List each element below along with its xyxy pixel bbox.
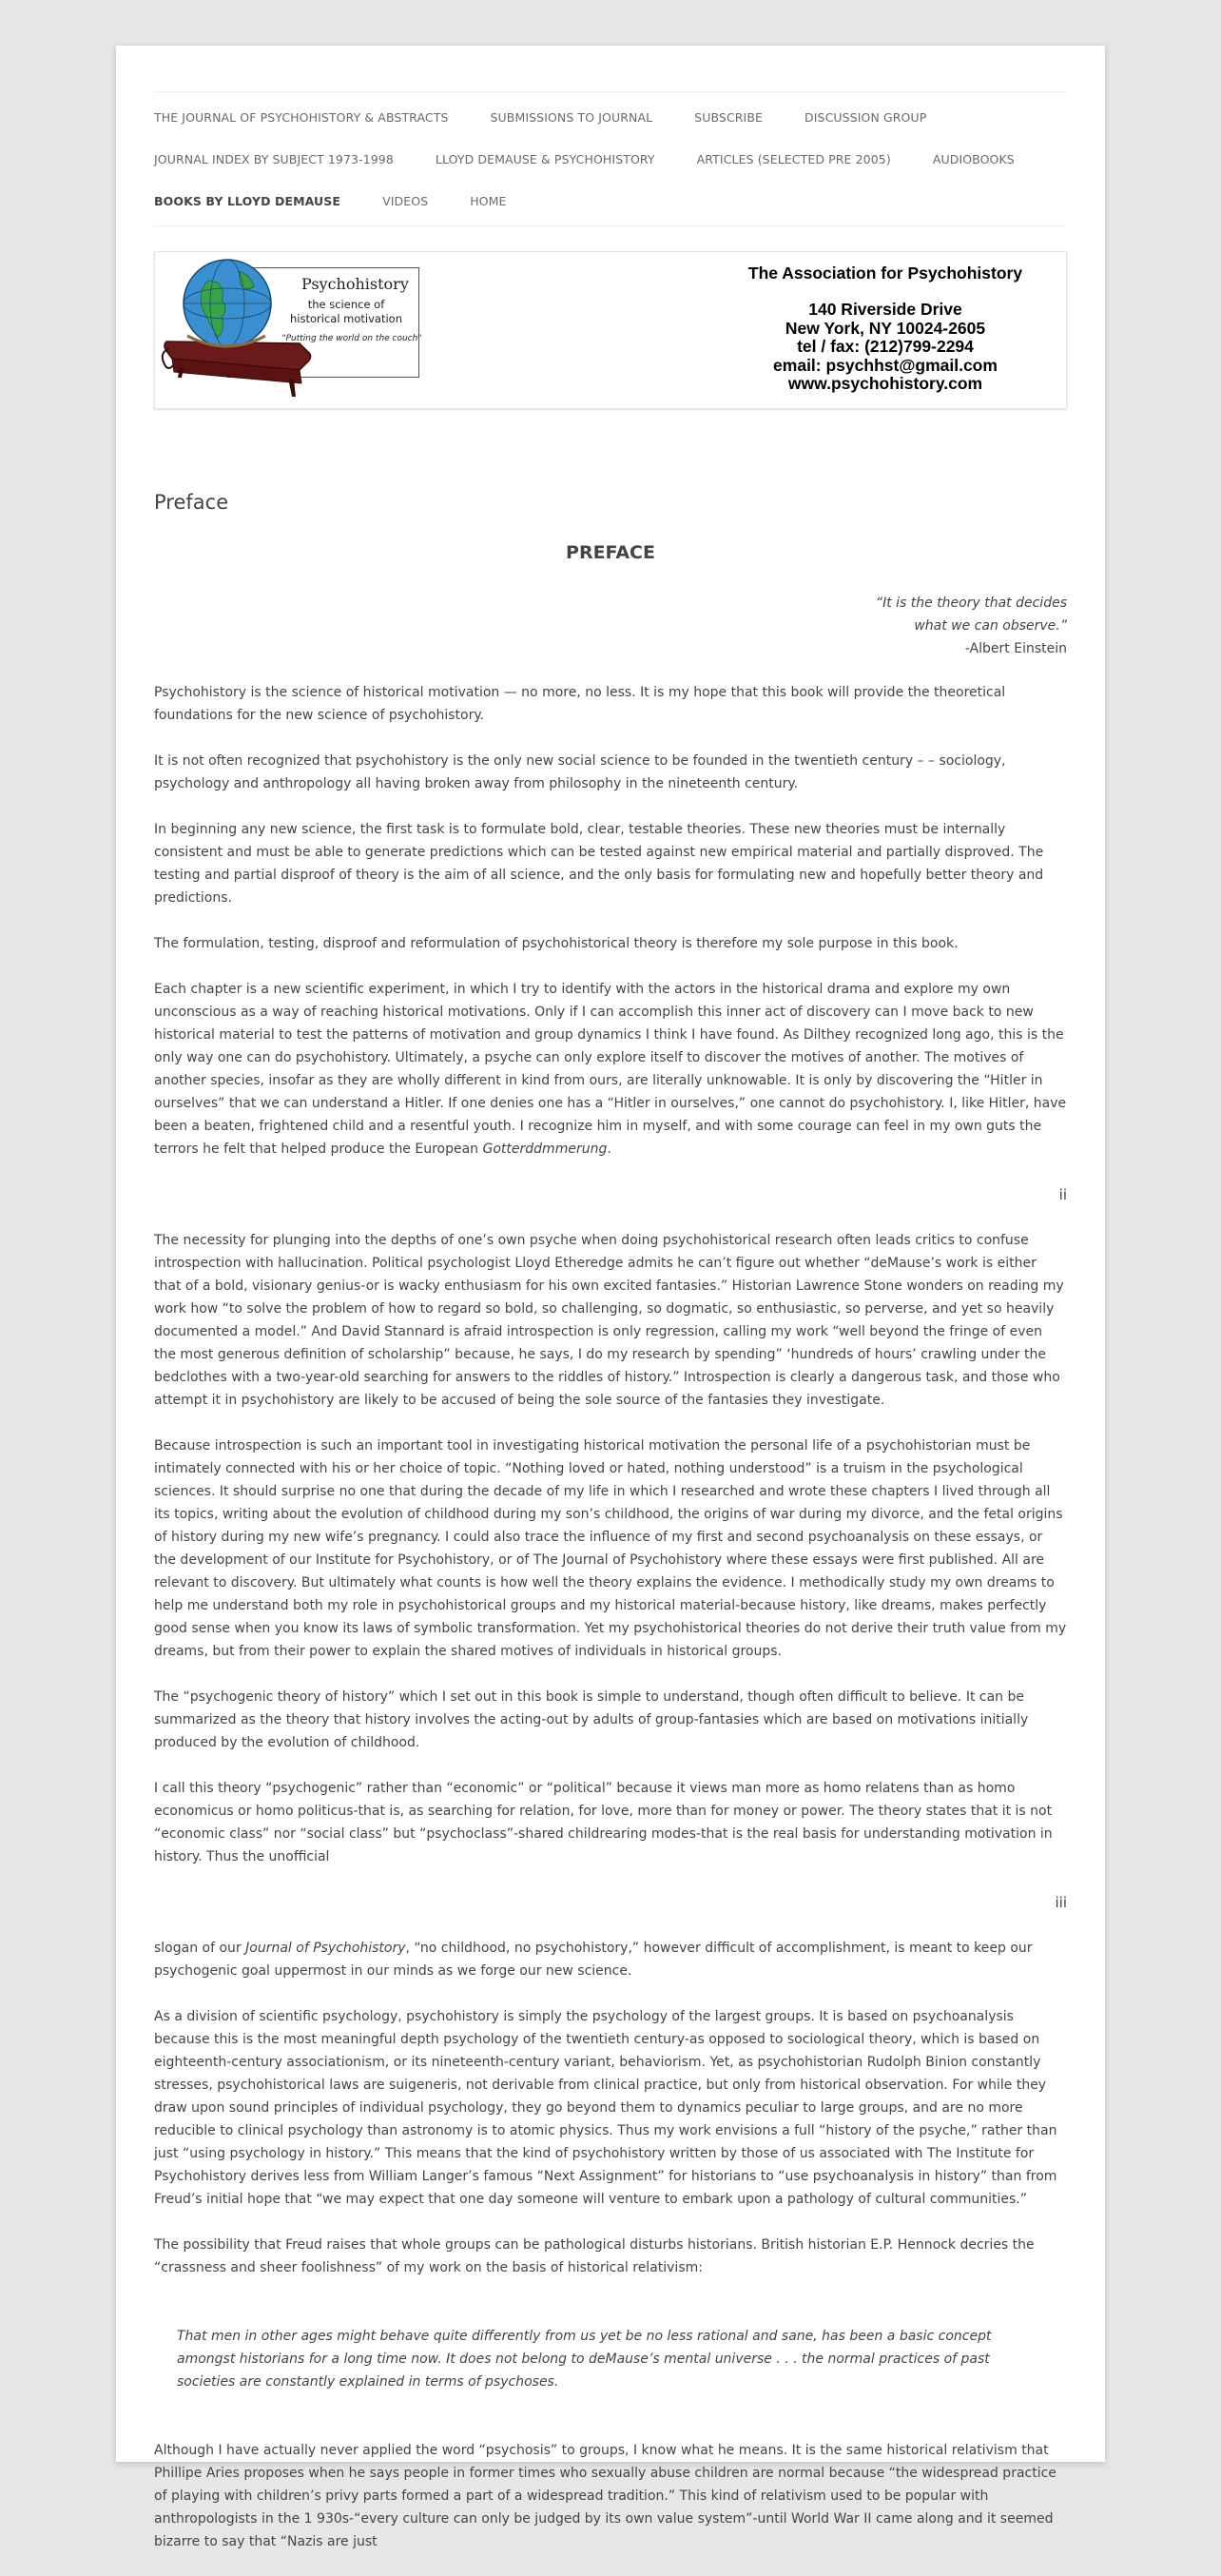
paragraph: I call this theory “psychogenic” rather than “economic” or “political” because it views man more as homo relatens than as homo economicus or homo politicus-that is, as searching for relation, for love, more than for money or power. The theory states that it is not “economic class” nor “social class” but “psychoclass”-shared childrearing modes-that is the real basis for understanding motivation in history. Thus the unofficial bbox=[154, 1781, 1053, 1864]
page-card bbox=[116, 46, 1105, 2549]
paragraph-text: slogan of our bbox=[154, 1941, 242, 1956]
nav-row-2 bbox=[154, 138, 1067, 180]
paragraph: As a division of scientific psychology, psychohistory is simply the psychology of the largest groups. It is based on psychoanalysis because this is the most meaningful depth psychology of the twentieth century-as opposed to sociological theory, which is based on eighteenth-century associationism, or its nineteenth-century variant, behaviorism. Yet, as psychohistorian Rudolph Binion constantly stresses, psychohistorical laws are suigeneris, not derivable from clinical practice, but only from historical observation. For while they draw upon sound principles of individual psychology, they go beyond them to dynamics peculiar to large groups, and are no more reducible to clinical psychology than astronomy is to atomic physics. Thus my work envisions a full “history of the psyche,” rather than just “using psychology in history.” This means that the kind of psychohistory written by those of us associated with The Institute for Psychohistory derives less from William Langer’s famous “Next Assignment” for historians to “use psychoanalysis in history” than from Freud’s initial hope that “we may expect that one day someone will venture to embark upon a pathology of cultural communities.” bbox=[154, 2009, 1057, 2207]
nav-home[interactable]: HOME bbox=[470, 193, 507, 208]
association-title: The Association for Psychohistory bbox=[747, 263, 1023, 283]
paragraph-italic: Journal of Psychohistory bbox=[245, 1941, 406, 1956]
page-number: ii bbox=[1058, 1186, 1067, 1203]
nav-journal-index[interactable]: JOURNAL INDEX BY SUBJECT 1973-1998 bbox=[154, 151, 394, 166]
entry-title: Preface bbox=[154, 491, 229, 514]
nav-subscribe[interactable]: SUBSCRIBE bbox=[694, 109, 764, 125]
paragraph: In beginning any new science, the first task is to formulate bold, clear, testable theories. These new theories must be internally consistent and must be able to generate predictions which can be tested against new empirical material and partially disproved. The testing and partial disproof of theory is the aim of all science, and the only basis for formulating new and hopefully better theory and predictions. bbox=[154, 822, 1044, 906]
preface-heading: PREFACE bbox=[566, 542, 655, 563]
block-quote-text: That men in other ages might behave quite differently from us yet be no less rational and sane, has been a basic concept amongst historians for a long time now. It does not belong to deMause’s mental universe . . . the normal practices of past societies are constantly explained in terms of psychoses. bbox=[177, 2329, 992, 2390]
logo-title: Psychohistory bbox=[301, 275, 409, 293]
nav-audiobooks[interactable]: AUDIOBOOKS bbox=[932, 151, 1015, 166]
nav-videos[interactable]: VIDEOS bbox=[382, 193, 429, 208]
paragraph bbox=[154, 978, 1067, 1161]
paragraph: Psychohistory is the science of historical motivation — no more, no less. It is my hope that this book will provide the theoretical foundations for the new science of psychohistory. bbox=[154, 685, 1006, 723]
main-navigation bbox=[154, 91, 1067, 226]
header-banner[interactable] bbox=[154, 251, 1067, 409]
nav-journal-abstracts[interactable]: THE JOURNAL OF PSYCHOHISTORY & ABSTRACTS bbox=[154, 109, 449, 125]
email-line: email: psychhst@gmail.com bbox=[773, 355, 998, 375]
epigraph bbox=[876, 592, 1067, 660]
paragraph: The necessity for plunging into the depths of one’s own psyche when doing psychohistorical research often leads critics to confuse introspection with hallucination. Political psychologist Lloyd Etheredge admits he can’t figure out whether “deMause’s work is either that of a bold, visionary genius-or is wacky enthusiasm for his own excited fantasies.” Historian Lawrence Stone wonders on reading my work how “to solve the problem of how to regard so bold, so challenging, so dogmatic, so enthusiastic, so perverse, and yet so heavily documented a model.” And David Stannard is afraid introspection is only regression, calling my work “well beyond the fringe of even the most generous definition of scholarship” because, he says, I do my research by spending” ‘hundreds of hours’ crawling under the bedclothes with a two-year-old searching for answers to the riddles of history.” Introspection is clearly a dangerous task, and those who attempt it in psychohistory are likely to be accused of being the sole source of the fantasies they investigate. bbox=[154, 1233, 1064, 1408]
paragraph: Because introspection is such an important tool in investigating historical motivation the personal life of a psychohistorian must be intimately connected with his or her choice of topic. “Nothing loved or hated, nothing understood” is a truism in the psychological sciences. It should surprise no one that during the decade of my life in which I researched and wrote these chapters I lived through all its topics, writing about the evolution of childhood during my son’s childhood, the origins of war during my divorce, and the fetal origins of history during my new wife’s pregnancy. I could also trace the influence of my first and second psychoanalysis on these essays, or the development of our Institute for Psychohistory, or of The Journal of Psychohistory where these essays were first published. All are relevant to discovery. But ultimately what counts is how well the theory explains the evidence. I methodically study my own dreams to help me understand both my role in psychohistorical groups and my historical material-because history, like dreams, makes perfectly good sense when you know its laws of symbolic transformation. Yet my psychohistorical theories do not derive their truth value from my dreams, but from their power to explain the shared motives of individuals in historical groups. bbox=[154, 1438, 1067, 1659]
paragraph-italic: Gotterddmmerung bbox=[482, 1142, 608, 1157]
paragraph: The formulation, testing, disproof and reformulation of psychohistorical theory is therefore my sole purpose in this book. bbox=[154, 936, 959, 951]
epigraph-author: -Albert Einstein bbox=[964, 641, 1067, 656]
address-line-1: 140 Riverside Drive bbox=[808, 300, 962, 319]
paragraph: The possibility that Freud raises that whole groups can be pathological disturbs historians. British historian E.P. Hennock decries the “crassness and sheer foolishness” of my work on the basis of historical relativism: bbox=[154, 2237, 1035, 2275]
nav-row-1 bbox=[154, 96, 1067, 138]
paragraph: It is not often recognized that psychohistory is the only new social science to be founded in the twentieth century – – sociology, psychology and anthropology all having broken away from philosophy in the nineteenth century. bbox=[154, 753, 1006, 791]
logo-subtitle bbox=[284, 298, 408, 326]
paragraph bbox=[154, 1937, 1067, 1982]
epigraph-line-2: what we can observe.” bbox=[914, 618, 1067, 634]
paragraph: Although I have actually never applied the word “psychosis” to groups, I know what he means. It is the same historical relativism that Phillipe Aries proposes when he says people in former times who sexually abuse children are normal because “the widespread practice of playing with children’s privy parts formed a part of a widespread tradition.” This kind of relativism used to be popular with anthropologists in the 1 930s-“every culture can only be judged by its own value system”-until World War II came along and it seemed bizarre to say that “Nazis are just bbox=[154, 2443, 1056, 2549]
psychohistory-logo[interactable] bbox=[159, 254, 423, 408]
logo-slogan: "Putting the world on the couch" bbox=[281, 334, 422, 343]
phone-line: tel / fax: (212)799-2294 bbox=[797, 337, 974, 356]
association-contact bbox=[724, 263, 1047, 394]
article-body bbox=[154, 681, 1067, 2576]
paragraph-end: , “no childhood, no psychohistory,” however difficult of accomplishment, is meant to keep our psychogenic goal uppermost in our minds as we forge our new science. bbox=[154, 1941, 1033, 1979]
website-line: www.psychohistory.com bbox=[787, 374, 983, 393]
page-number: iii bbox=[1055, 1894, 1067, 1911]
epigraph-line-1: “It is the theory that decides bbox=[875, 595, 1067, 611]
nav-row-3 bbox=[154, 180, 1067, 222]
address-line-2: New York, NY 10024-2605 bbox=[785, 318, 986, 338]
page-inner bbox=[154, 91, 1067, 2549]
nav-submissions[interactable]: SUBMISSIONS TO JOURNAL bbox=[490, 109, 653, 125]
nav-articles[interactable]: ARTICLES (SELECTED PRE 2005) bbox=[696, 151, 891, 166]
paragraph: The “psychogenic theory of history” which I set out in this book is simple to understand, though often difficult to believe. It can be summarized as the theory that history involves the acting-out by adults of group-fantasies which are based on motivations initially produced by the evolution of childhood. bbox=[154, 1689, 1029, 1750]
paragraph-end: . bbox=[607, 1142, 611, 1157]
nav-books[interactable]: BOOKS BY LLOYD DEMAUSE bbox=[154, 193, 341, 208]
logo-subtitle-line1: the science of bbox=[307, 298, 385, 311]
nav-lloyd-demause[interactable]: LLOYD DEMAUSE & PSYCHOHISTORY bbox=[435, 151, 655, 166]
block-quote bbox=[154, 2302, 1067, 2416]
paragraph-text: Each chapter is a new scientific experiment, in which I try to identify with the actors in the historical drama and explore my own unconscious as a way of reaching historical motivations. Only if I can accomplish this inner act of discovery can I move back to new historical material to test the patterns of motivation and group dynamics I think I have found. As Dilthey recognized long ago, this is the only way one can do psychohistory. Ultimately, a psyche can only explore itself to discover the motives of another. The motives of another species, insofar as they are wholly different in kind from ours, are literally unknowable. It is only by discovering the “Hitler in ourselves” that we can understand a Hitler. If one denies one has a “Hitler in ourselves,” one cannot do psychohistory. I, like Hitler, have been a beaten, frightened child and a resentful youth. I recognize him in myself, and with some courage can feel in my own guts the terrors he felt that helped produce the European bbox=[154, 982, 1067, 1157]
nav-discussion-group[interactable]: DISCUSSION GROUP bbox=[804, 109, 927, 125]
logo-subtitle-line2: historical motivation bbox=[290, 312, 402, 325]
